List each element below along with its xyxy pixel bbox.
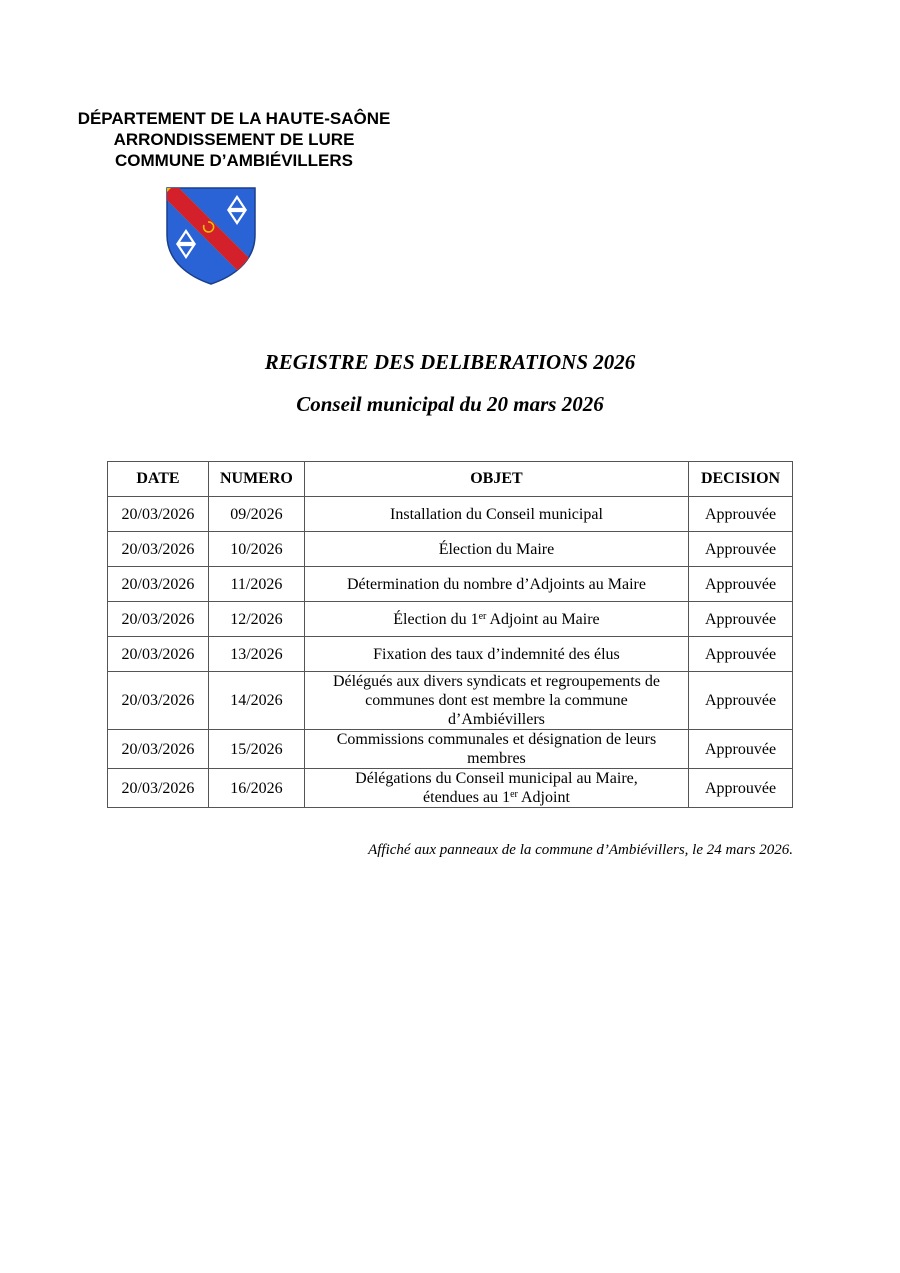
cell-decision: Approuvée <box>689 497 793 532</box>
objet-text: Adjoint <box>517 789 570 806</box>
cell-decision: Approuvée <box>689 672 793 730</box>
cell-decision: Approuvée <box>689 567 793 602</box>
header-decision: DECISION <box>689 462 793 497</box>
table-row <box>108 672 793 730</box>
register-subtitle: Conseil municipal du 20 mars 2026 <box>296 392 604 416</box>
objet-line <box>309 788 684 807</box>
header-objet: OBJET <box>304 462 688 497</box>
cell-numero: 15/2026 <box>208 730 304 769</box>
objet-text: Adjoint au Maire <box>486 610 600 628</box>
cell-decision: Approuvée <box>689 532 793 567</box>
cell-decision: Approuvée <box>689 769 793 808</box>
cell-objet: Fixation des taux d’indemnité des élus <box>304 637 688 672</box>
cell-objet: Installation du Conseil municipal <box>304 497 688 532</box>
cell-objet: Élection du Maire <box>304 532 688 567</box>
table-row <box>108 497 793 532</box>
register-title: REGISTRE DES DELIBERATIONS 2026 <box>264 350 636 374</box>
cell-date: 20/03/2026 <box>108 567 209 602</box>
table-row <box>108 602 793 637</box>
cell-objet <box>304 730 688 769</box>
header-numero: NUMERO <box>208 462 304 497</box>
cell-numero: 16/2026 <box>208 769 304 808</box>
cell-date: 20/03/2026 <box>108 602 209 637</box>
cell-objet: Détermination du nombre d’Adjoints au Maire <box>304 567 688 602</box>
cell-numero: 11/2026 <box>208 567 304 602</box>
cell-date: 20/03/2026 <box>108 672 209 730</box>
objet-line: Commissions communales et désignation de leurs <box>336 731 657 748</box>
objet-line: Délégués aux divers syndicats et regroupements de <box>332 673 660 690</box>
cell-numero: 10/2026 <box>208 532 304 567</box>
table-header-row <box>108 462 793 497</box>
table-row <box>108 769 793 808</box>
cell-decision: Approuvée <box>689 637 793 672</box>
cell-objet <box>304 769 688 808</box>
objet-line: d’Ambiévillers <box>448 711 545 728</box>
table-row <box>108 730 793 769</box>
objet-text: étendues au 1 <box>423 789 511 806</box>
header-arrondissement: ARRONDISSEMENT DE LURE <box>113 130 355 149</box>
header-commune: COMMUNE D’AMBIÉVILLERS <box>115 151 353 170</box>
table-row <box>108 637 793 672</box>
objet-text: Élection du 1 <box>393 610 479 628</box>
objet-line: communes dont est membre la commune <box>365 692 628 709</box>
objet-line: membres <box>467 750 526 767</box>
cell-objet <box>304 672 688 730</box>
objet-line: Délégations du Conseil municipal au Maire, <box>355 770 638 787</box>
cell-numero: 09/2026 <box>208 497 304 532</box>
cell-date: 20/03/2026 <box>108 637 209 672</box>
header-department: DÉPARTEMENT DE LA HAUTE-SAÔNE <box>77 109 391 128</box>
cell-decision: Approuvée <box>689 730 793 769</box>
cell-decision: Approuvée <box>689 602 793 637</box>
table-row <box>108 532 793 567</box>
cell-numero: 13/2026 <box>208 637 304 672</box>
cell-date: 20/03/2026 <box>108 497 209 532</box>
cell-objet <box>304 602 688 637</box>
cell-date: 20/03/2026 <box>108 730 209 769</box>
cell-numero: 12/2026 <box>208 602 304 637</box>
cell-date: 20/03/2026 <box>108 769 209 808</box>
table-row <box>108 567 793 602</box>
header-date: DATE <box>108 462 209 497</box>
cell-date: 20/03/2026 <box>108 532 209 567</box>
deliberations-table <box>107 461 793 808</box>
coat-of-arms-icon <box>166 187 256 285</box>
posting-notice: Affiché aux panneaux de la commune d’Ambiévillers, le 24 mars 2026. <box>368 842 793 858</box>
cell-numero: 14/2026 <box>208 672 304 730</box>
ordinal-suffix: er <box>478 610 487 622</box>
document-header <box>64 108 404 171</box>
ordinal-suffix: er <box>510 789 518 800</box>
